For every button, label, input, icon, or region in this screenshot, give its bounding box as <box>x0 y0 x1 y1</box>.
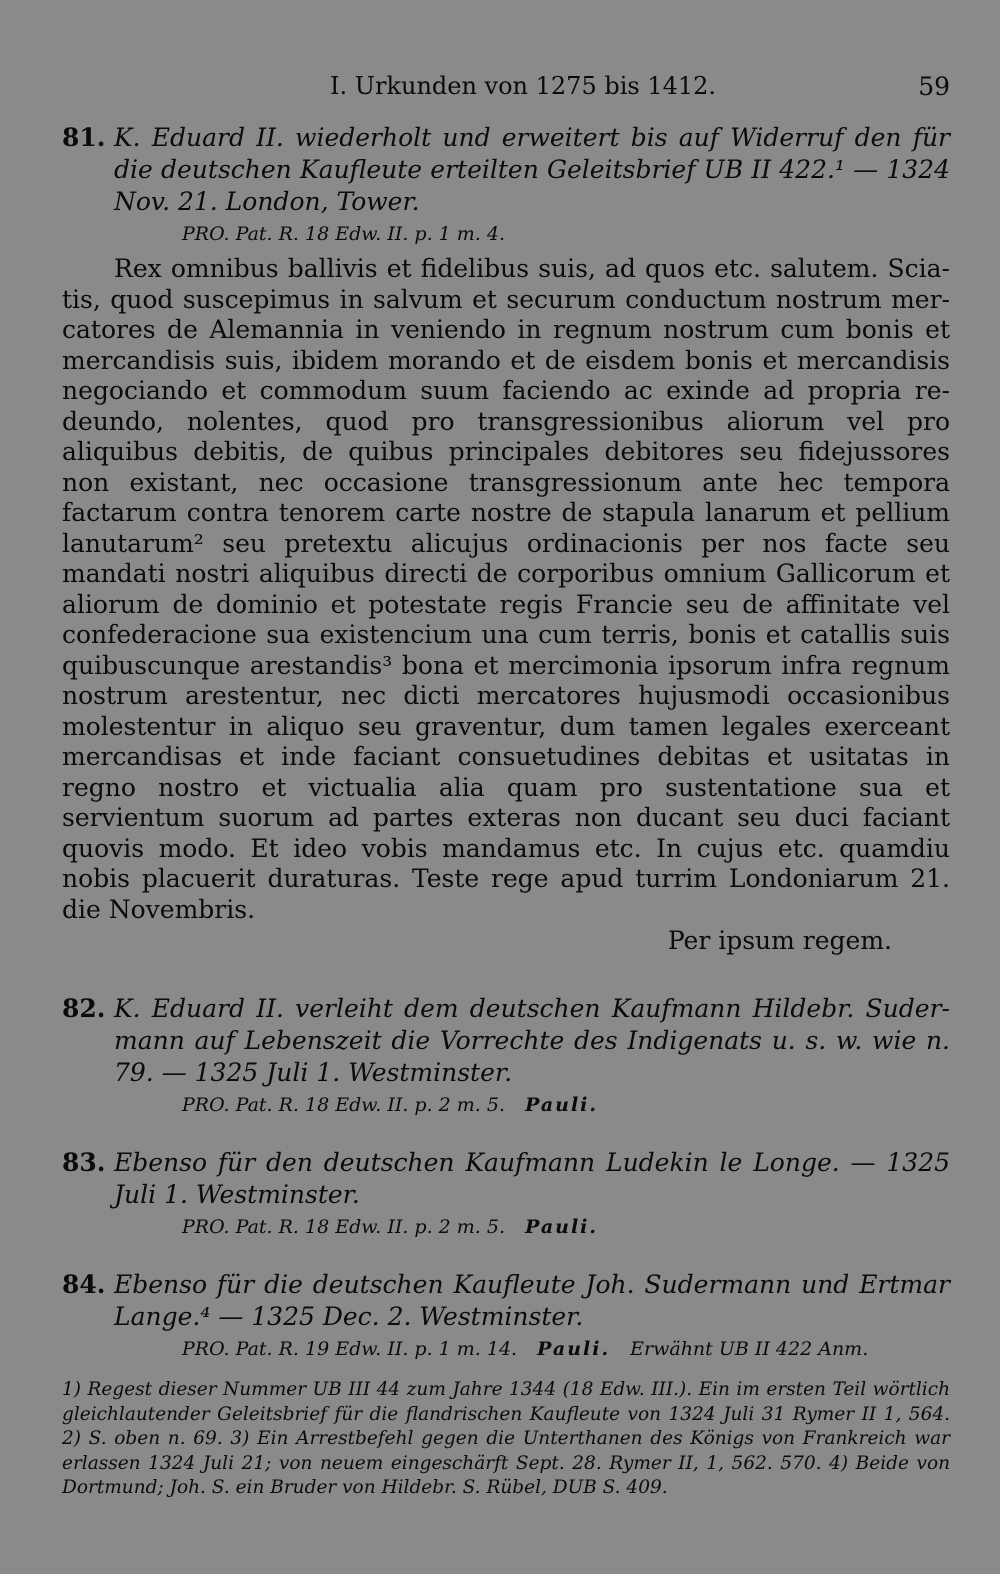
entry-source <box>182 1213 950 1241</box>
source-reference: PRO. Pat. R. 18 Edw. II. p. 1 m. 4. <box>182 223 506 245</box>
document-body <box>62 122 950 1363</box>
charter-text <box>62 254 950 925</box>
source-reference: PRO. Pat. R. 18 Edw. II. p. 2 m. 5. <box>182 1216 506 1238</box>
running-title: I. Urkunden von 1275 bis 1412. <box>330 72 717 100</box>
running-header <box>0 72 1000 108</box>
entry-heading: Ebenso für die deutschen Kaufleute Joh. Sudermann und Ertmar Lange.⁴ — 1325 Dec. 2. Westminster. <box>114 1270 950 1331</box>
source-editor: Pauli. <box>525 1094 599 1116</box>
entry-number: 84. <box>62 1270 106 1299</box>
charter-signature: Per ipsum regem. <box>667 926 892 955</box>
entry-number: 82. <box>62 994 106 1023</box>
entry-heading: K. Eduard II. wiederholt und erweitert bis auf Widerruf den für die deutschen Kaufleute erteilten Geleitsbrief UB II 422.¹ — 1324 Nov. 21. London, Tower. <box>114 123 950 216</box>
footnotes-text: 1) Regest dieser Nummer UB III 44 zum Jahre 1344 (18 Edw. III.). Ein im ersten Teil wörtlich gleichlautender Geleitsbrief für die flandrischen Kaufleute von 1324 Juli 31 Rymer II 1, 564. 2) S. oben n. 69. 3) Ein Arrestbefehl gegen die Unterthanen des Königs von Frankreich war erlassen 1324 Juli 21; von neuem eingeschärft Sept. 28. Rymer II, 1, 562. 570. 4) Beide von Dortmund; Joh. S. ein Bruder von Hildebr. S. Rübel, DUB S. 409. <box>62 1379 950 1498</box>
footnotes <box>62 1378 950 1501</box>
entry-81 <box>62 122 950 957</box>
entry-84 <box>62 1269 950 1363</box>
entry-source <box>182 1091 950 1119</box>
entry-number: 83. <box>62 1148 106 1177</box>
source-reference: PRO. Pat. R. 19 Edw. II. p. 1 m. 14. <box>182 1338 518 1360</box>
entry-82 <box>62 993 950 1119</box>
charter-paragraph: Rex omnibus ballivis et fidelibus suis, ad quos etc. salutem. Sciatis, quod suscepimus in salvum et securum conductum nostrum mercatores de Alemannia in veniendo in regnum nostrum cum bonis et mercandisis suis, ibidem morando et de eisdem bonis et mercandisis negociando et commodum suum faciendo ac exinde ad propria redeundo, nolentes, quod pro transgressionibus aliorum vel pro aliquibus debitis, de quibus principales debitores seu fidejussores non existant, nec occasione transgressionum ante hec tempora factarum contra tenorem carte nostre de stapula lanarum et pellium lanutarum² seu pretextu alicujus ordinacionis per nos facte seu mandati nostri aliquibus directi de corporibus omnium Gallicorum et aliorum de dominio et potestate regis Francie seu de affinitate vel confederacione sua existencium una cum terris, bonis et catallis suis quibuscunque arestandis³ bona et mercimonia ipsorum infra regnum nostrum arestentur, nec dicti mercatores hujusmodi occasionibus molestentur in aliquo seu graventur, dum tamen legales exerceant mercandisas et inde faciant consuetudines debitas et usitatas in regno nostro et victualia alia quam pro sustentatione sua et servientum suorum ad partes exteras non ducant seu duci faciant quovis modo. Et ideo vobis mandamus etc. In cujus etc. quamdiu nobis placuerit duraturas. Teste rege apud turrim Londoniarum 21. die Novembris. <box>62 254 950 924</box>
source-editor: Pauli. <box>525 1216 599 1238</box>
source-reference: PRO. Pat. R. 18 Edw. II. p. 2 m. 5. <box>182 1094 506 1116</box>
source-note: Erwähnt UB II 422 Anm. <box>630 1338 869 1360</box>
page-number: 59 <box>918 72 950 101</box>
entry-number: 81. <box>62 123 106 152</box>
entry-source <box>182 220 950 248</box>
entry-heading: K. Eduard II. verleiht dem deutschen Kaufmann Hildebr. Sudermann auf Lebenszeit die Vorrechte des Indigenats u. s. w. wie n. 79. — 1325 Juli 1. Westminster. <box>114 994 950 1087</box>
source-editor: Pauli. <box>537 1338 611 1360</box>
entry-heading: Ebenso für den deutschen Kaufmann Ludekin le Longe. — 1325 Juli 1. Westminster. <box>114 1148 950 1209</box>
entry-source <box>182 1335 950 1363</box>
entry-83 <box>62 1147 950 1241</box>
